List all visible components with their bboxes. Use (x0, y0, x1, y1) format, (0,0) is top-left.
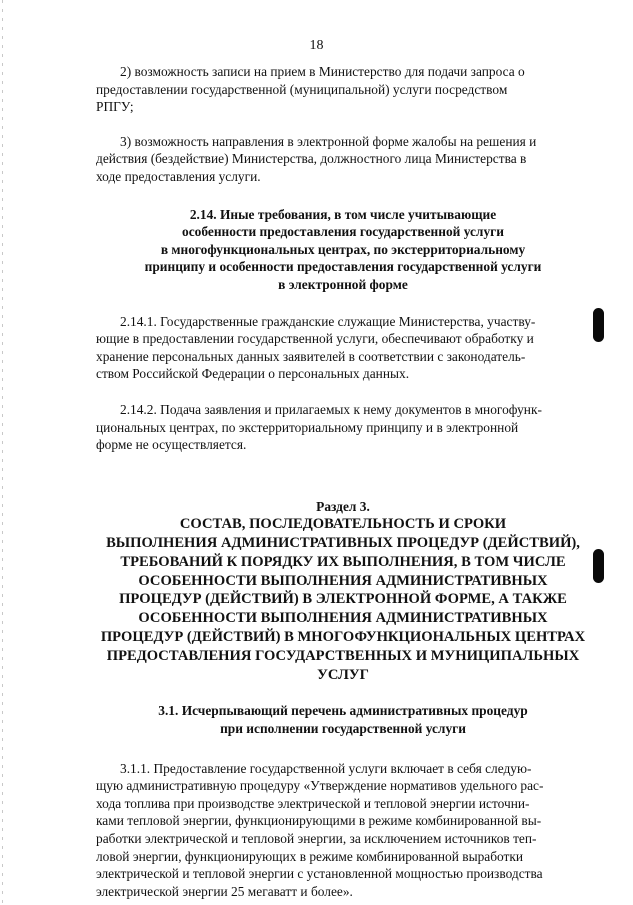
paragraph-item-3 (96, 133, 590, 186)
title-line: ВЫПОЛНЕНИЯ АДМИНИСТРАТИВНЫХ ПРОЦЕДУР (ДЕЙСТВИЙ), (106, 535, 580, 552)
page-content (96, 63, 590, 900)
heading-line: в многофункциональных центрах, по экстерриториальному (160, 241, 526, 257)
text-line: действия (бездействие) Министерства, должностного лица Министерства в (96, 151, 527, 167)
text-line: электрической энергии 25 мегаватт и более». (96, 883, 353, 899)
binding-hole-mark-upper (593, 308, 604, 342)
section-3-title (96, 515, 590, 684)
paragraph-item-2 (96, 63, 590, 116)
text-line: хранение персональных данных заявителей в соответствии с законодатель- (96, 348, 526, 364)
title-line: ПРОЦЕДУР (ДЕЙСТВИЙ) В ЭЛЕКТРОННОЙ ФОРМЕ, А ТАКЖЕ (119, 591, 567, 608)
title-line: ПРЕДОСТАВЛЕНИЯ ГОСУДАРСТВЕННЫХ И МУНИЦИПАЛЬНЫХ (106, 647, 580, 664)
text-line: 2.14.2. Подача заявления и прилагаемых к нему документов в многофунк- (120, 401, 542, 417)
text-line: хода топлива при производстве электрической и тепловой энергии источни- (96, 795, 530, 811)
section-3-label: Раздел 3. (316, 498, 370, 514)
text-line: ющие в предоставлении государственной услуги, обеспечивают обработку и (96, 331, 534, 347)
title-line: СОСТАВ, ПОСЛЕДОВАТЕЛЬНОСТЬ И СРОКИ (179, 516, 507, 533)
title-line: ПРОЦЕДУР (ДЕЙСТВИЙ) В МНОГОФУНКЦИОНАЛЬНЫХ ЦЕНТРАХ (100, 629, 586, 646)
title-line: УСЛУГ (317, 666, 369, 683)
heading-line: принципу и особенности предоставления государственной услуги (144, 259, 542, 275)
text-line: 2.14.1. Государственные гражданские служащие Министерства, участву- (120, 313, 536, 329)
paragraph-3-1-1 (96, 760, 590, 901)
binding-hole-mark-lower (593, 549, 604, 583)
heading-line: в электронной форме (278, 276, 408, 292)
left-margin-rule (2, 0, 3, 905)
paragraph-2-14-1 (96, 313, 590, 383)
text-line: ками тепловой энергии, функционирующими в режиме комбинированной вы- (96, 813, 542, 829)
heading-line: при исполнении государственной услуги (220, 721, 466, 737)
paragraph-2-14-2 (96, 401, 590, 454)
text-line: форме не осуществляется. (96, 437, 247, 453)
text-line: циональных центрах, по экстерриториальному принципу и в электронной (96, 419, 519, 435)
text-line: ходе предоставления услуги. (96, 168, 261, 184)
text-line: 3) возможность направления в электронной форме жалобы на решения и (120, 133, 537, 149)
text-line: предоставлении государственной (муниципальной) услуги посредством (96, 81, 508, 97)
text-line: ством Российской Федерации о персональных данных. (96, 366, 410, 382)
text-line: электрической и тепловой энергии с установленной мощностью производства (96, 866, 543, 882)
title-line: ТРЕБОВАНИЙ К ПОРЯДКУ ИХ ВЫПОЛНЕНИЯ, В ТОМ ЧИСЛЕ (120, 553, 566, 570)
text-line: работки электрической и тепловой энергии, за исключением источников теп- (96, 831, 537, 847)
page-number: 18 (309, 38, 324, 53)
text-line: 2) возможность записи на прием в Министерство для подачи запроса о (120, 64, 525, 79)
heading-2-14 (96, 206, 590, 294)
text-line: 3.1.1. Предоставление государственной услуги включает в себя следую- (120, 760, 532, 776)
title-line: ОСОБЕННОСТИ ВЫПОЛНЕНИЯ АДМИНИСТРАТИВНЫХ (138, 610, 548, 627)
text-line: ловой энергии, функционирующих в режиме комбинированной выработки (96, 848, 524, 864)
heading-3-1 (96, 702, 590, 737)
heading-line: 3.1. Исчерпывающий перечень административных процедур (158, 703, 528, 719)
title-line: ОСОБЕННОСТИ ВЫПОЛНЕНИЯ АДМИНИСТРАТИВНЫХ (138, 572, 548, 589)
text-line: щую административную процедуру «Утверждение нормативов удельного рас- (96, 778, 544, 794)
heading-line: 2.14. Иные требования, в том числе учитывающие (189, 206, 497, 222)
heading-line: особенности предоставления государственной услуги (182, 224, 504, 240)
text-line: РПГУ; (96, 99, 134, 115)
